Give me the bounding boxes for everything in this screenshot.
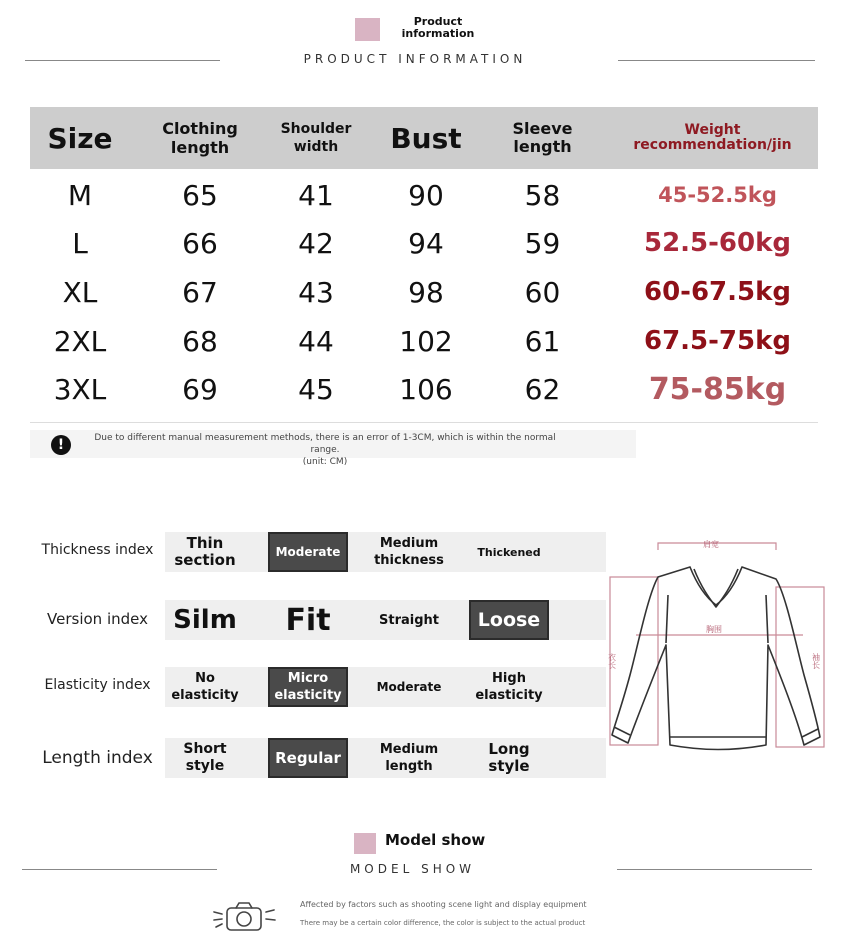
index-option: Thickened (477, 545, 541, 559)
cell-size: 2XL (53, 324, 107, 358)
index-label: Elasticity index (44, 677, 151, 693)
index-bar (165, 600, 606, 640)
exclamation-icon: ! (51, 435, 71, 455)
model-rule-left (22, 869, 217, 870)
model-note-2: There may be a certain color difference, the color is subject to the actual product (300, 919, 586, 927)
cell-length: 65 (182, 178, 218, 212)
size-table-header (30, 107, 818, 169)
cell-size: M (67, 178, 93, 212)
cell-shoulder: 43 (298, 275, 334, 309)
diagram-label-shoulder: 肩宽 (703, 540, 719, 549)
index-option: Medium thickness (374, 536, 444, 568)
header-color-square (355, 18, 380, 41)
index-label: Length index (42, 748, 153, 768)
cell-length: 69 (182, 372, 218, 406)
index-option: Fit (285, 602, 331, 638)
note-text (80, 432, 570, 468)
size-row (30, 365, 818, 413)
cell-length: 68 (182, 324, 218, 358)
note-line-2: (unit: CM) (302, 457, 348, 467)
cell-bust: 102 (399, 324, 453, 358)
diagram-label-length: 衣长 (608, 653, 617, 669)
cell-shoulder: 44 (298, 324, 334, 358)
cell-length: 66 (182, 226, 218, 260)
header-spaced-title: PRODUCT INFORMATION (303, 52, 527, 66)
cell-shoulder: 41 (298, 178, 334, 212)
cell-shoulder: 45 (298, 372, 334, 406)
col-size: Size (47, 121, 113, 155)
sweater-outline (612, 567, 820, 750)
index-option: Long style (488, 740, 530, 775)
index-bar (165, 532, 606, 572)
index-option-selected: Regular (268, 738, 348, 778)
index-option: Silm (173, 604, 237, 635)
cell-length: 67 (182, 275, 218, 309)
header-rule-left (25, 60, 220, 61)
cell-bust: 90 (408, 178, 444, 212)
cell-sleeve: 62 (524, 372, 561, 406)
cell-weight: 45-52.5kg (658, 183, 777, 207)
diagram-label-chest: 胸围 (706, 625, 722, 634)
index-option: Medium length (379, 742, 439, 774)
cell-sleeve: 60 (524, 275, 561, 309)
index-bar (165, 738, 606, 778)
cell-weight: 67.5-75kg (643, 326, 792, 356)
col-weight: Weight recommendation/jin (633, 122, 792, 153)
header-rule-right (618, 60, 815, 61)
cell-bust: 106 (399, 372, 453, 406)
cell-bust: 94 (408, 226, 444, 260)
index-label: Thickness index (41, 542, 154, 558)
index-option-selected: Micro elasticity (268, 667, 348, 707)
index-option: Short style (183, 741, 227, 774)
cell-sleeve: 58 (524, 178, 561, 212)
model-rule-right (617, 869, 812, 870)
index-bar (165, 667, 606, 707)
index-option: High elasticity (475, 671, 543, 703)
index-option: Straight (379, 612, 439, 628)
cell-sleeve: 61 (524, 324, 561, 358)
measurement-lines (610, 543, 824, 747)
col-clothing-length: Clothing length (162, 119, 238, 157)
model-spaced-title: MODEL SHOW (349, 862, 476, 876)
cell-size: 3XL (53, 372, 107, 406)
cell-weight: 75-85kg (648, 371, 787, 407)
header-small-title: Product information (401, 15, 475, 40)
index-option: No elasticity (171, 671, 239, 703)
cell-bust: 98 (408, 275, 444, 309)
sweater-diagram (608, 535, 828, 760)
index-label: Version index (47, 610, 148, 628)
cell-weight: 52.5-60kg (643, 228, 792, 258)
size-row (30, 268, 818, 316)
note-line-1: Due to different manual measurement methods, there is an error of 1-3CM, which is within the normal range. (94, 433, 556, 455)
cell-weight: 60-67.5kg (643, 277, 792, 307)
col-shoulder-width: Shoulder width (280, 121, 352, 155)
model-small-title: Model show (385, 831, 486, 849)
cell-size: XL (62, 275, 98, 309)
col-sleeve-length: Sleeve length (512, 119, 573, 156)
size-row (30, 219, 818, 267)
size-row (30, 171, 818, 219)
size-row (30, 317, 818, 365)
diagram-label-sleeve: 袖长 (811, 653, 821, 669)
index-option-selected: Moderate (268, 532, 348, 572)
model-note-1: Affected by factors such as shooting scene light and display equipment (300, 900, 587, 909)
cell-size: L (72, 226, 88, 260)
index-option-selected: Loose (469, 600, 549, 640)
index-option: Moderate (376, 679, 442, 694)
cell-sleeve: 59 (524, 226, 561, 260)
model-color-square (354, 833, 376, 854)
index-option: Thin section (174, 534, 236, 569)
camera-icon (212, 900, 278, 934)
cell-shoulder: 42 (298, 226, 334, 260)
table-bottom-line (30, 422, 818, 423)
col-bust: Bust (390, 121, 462, 155)
